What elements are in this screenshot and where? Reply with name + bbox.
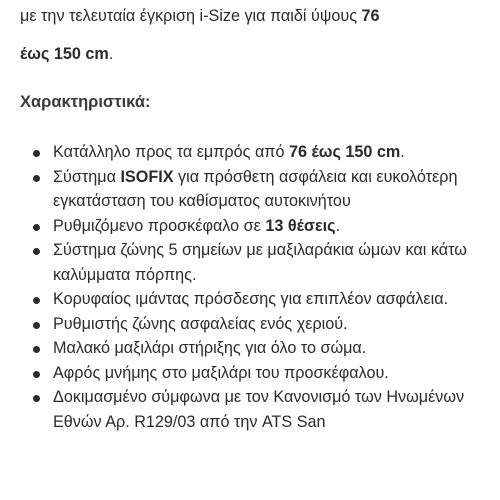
list-item [0,165,500,214]
bullet-icon [33,395,40,402]
list-item [0,312,500,337]
intro-period: . [108,45,114,63]
feature-text: Αφρός μνήμης στο μαξιλάρι του προσκέφαλου. [53,363,389,382]
intro-text: με την τελευταία έγκριση i-Size για παιδί ύψους [20,7,362,25]
list-item [0,214,500,239]
feature-text: Ρυθμιστής ζώνης ασφαλείας ενός χεριού. [53,314,348,333]
feature-text: Κατάλληλο προς τα εμπρός από [53,143,289,161]
bullet-icon [33,371,40,378]
bullet-icon [33,175,40,182]
list-item [0,361,500,386]
list-item [0,140,500,165]
bullet-icon [33,346,40,353]
list-item [0,385,500,434]
feature-text: Κορυφαίος ιμάντας πρόσδεσης για επιπλέον ασφάλεια. [53,290,449,308]
feature-text-end: για πρόσθετη ασφάλεια και ευκολότερη εγκατάσταση του καθίσματος αυτοκινήτου [53,167,458,210]
feature-text: Σύστημα ζώνης 5 σημείων με μαξιλαράκια ώμων και κάτω καλύμματα πόρπης. [53,241,467,284]
feature-text: Μαλακό μαξιλάρι στήριξης για όλο το σώμα. [53,339,367,357]
bullet-icon [33,297,40,304]
intro-height-range: έως 150 cm [20,45,109,63]
feature-text: Ρυθμιζόμενο προσκέφαλο σε [53,216,266,235]
feature-text: Δοκιμασμένο σύμφωνα με τον Κανονισμό των Ηνωμένων Εθνών Αρ. R129/03 από την ATS San [53,388,465,431]
features-heading: Χαρακτηριστικά: [20,93,151,111]
bullet-icon [33,150,40,157]
feature-highlight: ISOFIX [120,167,174,186]
intro-paragraph [20,0,490,73]
bullet-icon [33,224,40,231]
feature-text-end: . [400,143,405,161]
list-item [0,287,500,312]
list-item [0,238,500,287]
bullet-icon [33,322,40,329]
feature-highlight: 13 θέσεις [265,216,336,235]
feature-text-end: . [335,216,341,235]
feature-text: Σύστημα [53,167,121,186]
feature-highlight: 76 έως 150 cm [288,143,401,161]
bullet-icon [33,248,40,255]
list-item [0,336,500,361]
features-list [0,140,500,434]
intro-height-min: 76 [361,7,380,25]
